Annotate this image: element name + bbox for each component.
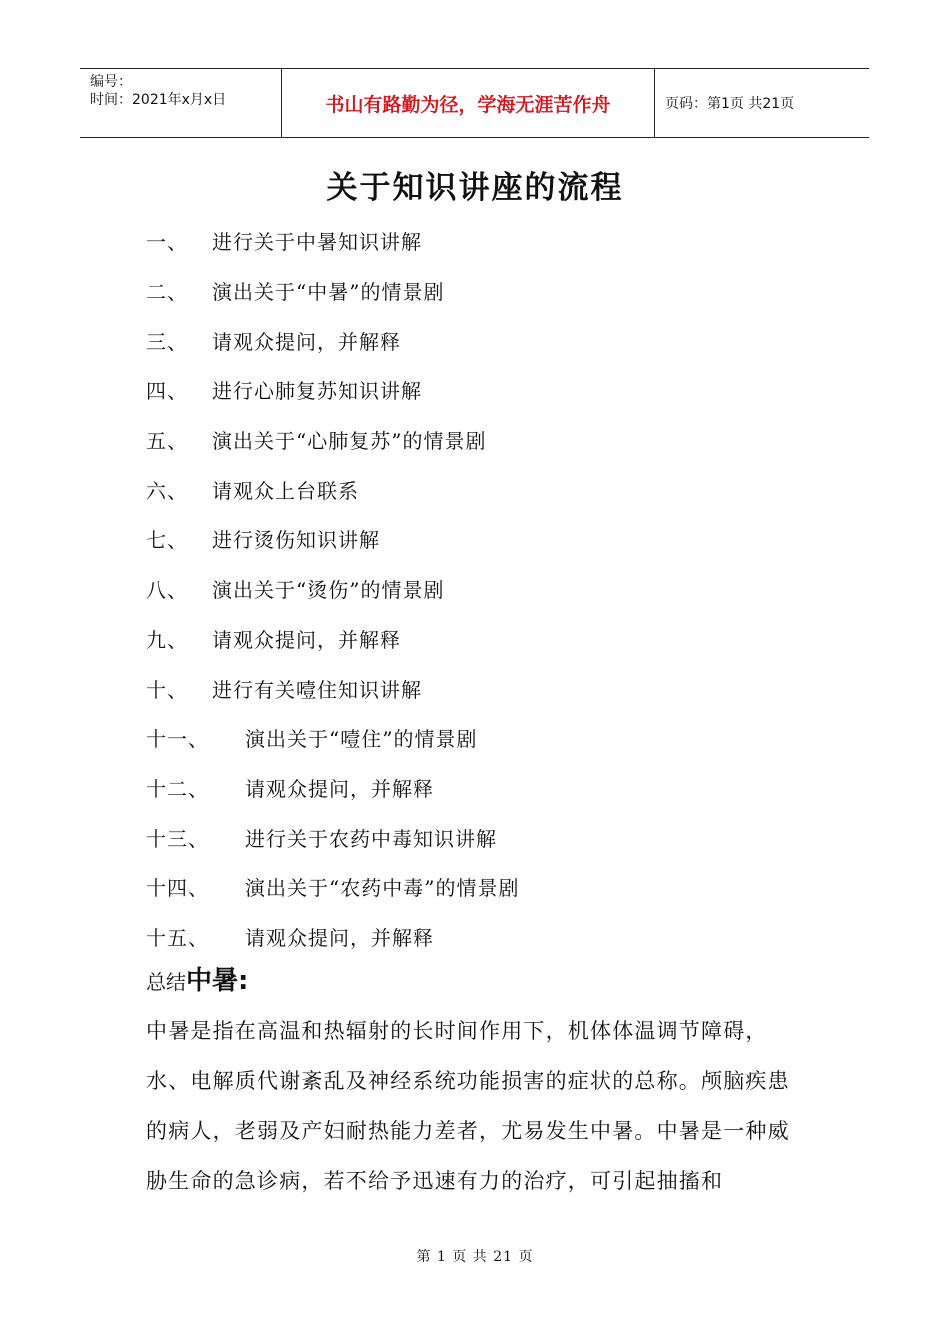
list-item xyxy=(146,713,519,763)
header-meta xyxy=(80,69,282,137)
list-item xyxy=(146,614,519,664)
list-item xyxy=(146,912,519,962)
list-item-text: 进行关于农药中毒知识讲解 xyxy=(245,826,497,851)
summary-heading xyxy=(146,960,248,997)
list-item-text: 请观众提问，并解释 xyxy=(212,329,401,354)
summary-topic: 中暑: xyxy=(186,966,249,996)
list-item-text: 进行心肺复苏知识讲解 xyxy=(212,379,422,404)
list-item-number: 十、 xyxy=(146,677,188,702)
header-motto: 书山有路勤为径，学海无涯苦作舟 xyxy=(282,69,655,137)
list-item-number: 三、 xyxy=(146,329,188,354)
list-item-number: 十三、 xyxy=(146,826,209,851)
list-item-number: 七、 xyxy=(146,528,188,553)
list-item xyxy=(146,812,519,862)
list-item-number: 十一、 xyxy=(146,727,209,752)
list-item-text: 演出关于“心肺复苏”的情景剧 xyxy=(212,429,487,454)
list-item xyxy=(146,564,519,614)
process-list xyxy=(146,216,519,961)
list-item-number: 六、 xyxy=(146,478,188,503)
time-label: 时间：2021年x月x日 xyxy=(90,92,227,108)
list-item-number: 五、 xyxy=(146,429,188,454)
list-item xyxy=(146,365,519,415)
list-item-number: 八、 xyxy=(146,578,188,603)
list-item xyxy=(146,216,519,266)
list-item-text: 演出关于“烫伤”的情景剧 xyxy=(212,578,445,603)
list-item-text: 进行烫伤知识讲解 xyxy=(212,528,380,553)
list-item-number: 四、 xyxy=(146,379,188,404)
list-item xyxy=(146,663,519,713)
list-item xyxy=(146,763,519,813)
page-header xyxy=(80,68,869,138)
header-page-info: 页码：第1页 共21页 xyxy=(665,96,795,112)
list-item-number: 十四、 xyxy=(146,876,209,901)
list-item-number: 十五、 xyxy=(146,925,209,950)
list-item-number: 一、 xyxy=(146,230,188,255)
list-item-text: 进行有关噎住知识讲解 xyxy=(212,677,422,702)
list-item xyxy=(146,514,519,564)
list-item-number: 二、 xyxy=(146,280,188,305)
list-item-text: 请观众上台联系 xyxy=(212,478,359,503)
summary-paragraph: 中暑是指在高温和热辐射的长时间作用下，机体体温调节障碍，水、电解质代谢紊乱及神经系统功能损害的症状的总称。颅脑疾患的病人，老弱及产妇耐热能力差者，尤易发生中暑。中暑是一种威胁生命的急诊病，若不给予迅速有力的治疗，可引起抽搐和 xyxy=(146,1019,790,1193)
list-item xyxy=(146,464,519,514)
list-item-text: 演出关于“中暑”的情景剧 xyxy=(212,280,445,305)
list-item-text: 演出关于“农药中毒”的情景剧 xyxy=(245,876,520,901)
document-title: 关于知识讲座的流程 xyxy=(326,170,624,206)
list-item xyxy=(146,266,519,316)
list-item-number: 九、 xyxy=(146,627,188,652)
list-item-text: 进行关于中暑知识讲解 xyxy=(212,230,422,255)
list-item-text: 请观众提问，并解释 xyxy=(245,776,434,801)
list-item-text: 请观众提问，并解释 xyxy=(212,627,401,652)
summary-prefix: 总结 xyxy=(146,970,186,994)
list-item xyxy=(146,415,519,465)
list-item xyxy=(146,315,519,365)
list-item-number: 十二、 xyxy=(146,776,209,801)
list-item xyxy=(146,862,519,912)
number-label: 编号： xyxy=(90,74,132,90)
page-footer: 第 1 页 共 21 页 xyxy=(416,1249,534,1265)
list-item-text: 演出关于“噎住”的情景剧 xyxy=(245,727,478,752)
list-item-text: 请观众提问，并解释 xyxy=(245,925,434,950)
